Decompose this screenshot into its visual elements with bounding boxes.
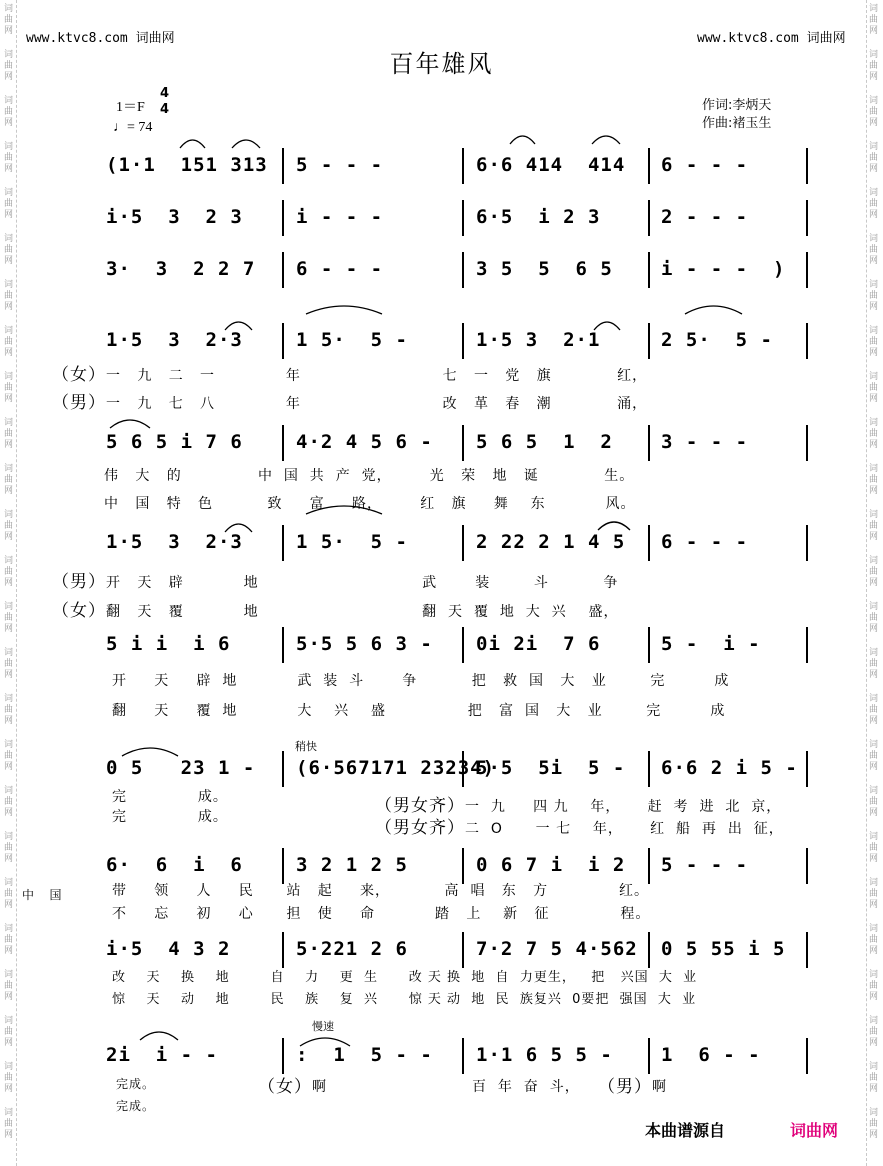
measure-notes: (6·567171 23234)	[296, 757, 496, 779]
lyric-row: 带 领 人 民 站 起 来， 高 唱 东 方 红。	[112, 883, 650, 899]
time-signature-bottom: 4	[160, 102, 170, 117]
role-female: （女）	[258, 1077, 312, 1097]
lyric-text: 一 九 四 九 年， 赶 考 进 北 京，	[465, 799, 782, 815]
watermark-glyph: 词曲网	[869, 418, 879, 450]
side-note: 中 国	[22, 888, 63, 902]
watermark-glyph: 词曲网	[4, 96, 14, 128]
measure-notes: 5 - i -	[661, 633, 761, 655]
lyric-row: 中 国 特 色 致 富 路， 红 旗 舞 东 风。	[104, 496, 636, 512]
slur-arc	[140, 1032, 178, 1040]
lyric-row: 改 天 换 地 自 力 更 生 改 天 换 地 自 力更生， 把 兴国 大 业	[112, 970, 698, 985]
lyric-row: 不 忘 初 心 担 使 命 踏 上 新 征 程。	[112, 906, 651, 922]
measure-notes: 2i i - -	[106, 1044, 218, 1066]
watermark-glyph: 词曲网	[4, 418, 14, 450]
measure-notes: 1·1 6 5 5 -	[476, 1044, 613, 1066]
measure-notes: 5 i i i 6	[106, 633, 231, 655]
site-url-right: www.ktvc8.com 词曲网	[697, 31, 846, 46]
measure-notes: 6·6 2 i 5 -	[661, 757, 798, 779]
lyricist-credit: 作词:李炳天	[702, 98, 772, 113]
role-female: （女）	[52, 365, 106, 385]
watermark-glyph: 词曲网	[869, 96, 879, 128]
watermark-glyph: 词曲网	[4, 464, 14, 496]
measure-notes: 0 5 23 1 -	[106, 757, 256, 779]
watermark-glyph: 词曲网	[4, 1108, 14, 1140]
slur-arc	[306, 506, 382, 514]
measure-notes: 3 - - -	[661, 431, 749, 453]
slur-arc	[180, 140, 205, 148]
watermark-glyph: 词曲网	[4, 602, 14, 634]
measure-notes: 5 - - -	[296, 154, 384, 176]
measure-notes: 2 - - -	[661, 206, 749, 228]
watermark-glyph: 词曲网	[869, 1062, 879, 1094]
composer-credit: 作曲:褚玉生	[702, 116, 772, 131]
watermark-glyph: 词曲网	[869, 1108, 879, 1140]
watermark-glyph: 词曲网	[4, 4, 14, 36]
watermark-glyph: 词曲网	[869, 372, 879, 404]
watermark-glyph: 词曲网	[869, 694, 879, 726]
role-female: （女）	[52, 601, 106, 621]
slur-arc	[110, 420, 150, 428]
watermark-glyph: 词曲网	[869, 326, 879, 358]
slur-arc	[594, 322, 620, 330]
song-title: 百年雄风	[389, 50, 494, 78]
measure-notes: 1·5 3 2·3	[106, 531, 243, 553]
lyric-row: 翻 天 覆 地 大 兴 盛 把 富 国 大 业 完 成	[112, 703, 726, 719]
measure-notes: 1 5· 5 -	[296, 329, 408, 351]
watermark-glyph: 词曲网	[869, 1016, 879, 1048]
measure-notes: 3· 3 2 2 7	[106, 258, 256, 280]
measure-notes: 1 6 - -	[661, 1044, 761, 1066]
watermark-glyph: 词曲网	[4, 970, 14, 1002]
watermark-glyph: 词曲网	[869, 832, 879, 864]
measure-notes: 5·5 5 6 3 -	[296, 633, 433, 655]
measure-notes: i - - - )	[661, 258, 786, 280]
tempo-marking: ♩= 74	[113, 120, 153, 135]
measure-notes: 0i 2i 7 6	[476, 633, 601, 655]
measure-notes: 5 6 5 1 2	[476, 431, 613, 453]
role-all: （男女齐）	[375, 818, 465, 838]
watermark-glyph: 词曲网	[4, 1062, 14, 1094]
watermark-glyph: 词曲网	[4, 648, 14, 680]
lyric-row: 百 年 奋 斗，	[472, 1079, 580, 1095]
measure-notes: 1 5· 5 -	[296, 531, 408, 553]
measure-notes: 2 22 2 1 4 5	[476, 531, 626, 553]
watermark-glyph: 词曲网	[869, 970, 879, 1002]
measure-notes: 1·5 3 2·1	[476, 329, 601, 351]
lyric-text: 啊	[652, 1079, 667, 1095]
time-signature-top: 4	[160, 86, 170, 101]
watermark-glyph: 词曲网	[4, 694, 14, 726]
measure-notes: 5·221 2 6	[296, 938, 408, 960]
watermark-glyph: 词曲网	[869, 50, 879, 82]
role-male: （男）	[52, 572, 106, 592]
lyric-row: 完成。	[116, 1077, 156, 1091]
measure-notes: 6 - - -	[296, 258, 384, 280]
watermark-glyph: 词曲网	[869, 924, 879, 956]
watermark-glyph: 词曲网	[4, 924, 14, 956]
lyric-row: 伟 大 的 中 国 共 产 党， 光 荣 地 诞 生。	[104, 468, 635, 484]
watermark-glyph: 词曲网	[4, 786, 14, 818]
slur-arc	[306, 306, 382, 314]
measure-notes: 4·2 4 5 6 -	[296, 431, 433, 453]
watermark-glyph: 词曲网	[869, 4, 879, 36]
measure-notes: 3 5 5 6 5	[476, 258, 613, 280]
lyric-row: 完 成。	[112, 809, 228, 825]
footer-site: 词曲网	[790, 1121, 839, 1140]
watermark-glyph: 词曲网	[869, 234, 879, 266]
watermark-glyph: 词曲网	[869, 510, 879, 542]
measure-notes: 6 - - -	[661, 531, 749, 553]
measure-notes: 5 6 5 i 7 6	[106, 431, 243, 453]
slur-arc	[122, 748, 178, 756]
watermark-glyph: 词曲网	[4, 832, 14, 864]
lyric-text: 二 O 一 七 年， 红 船 再 出 征，	[465, 821, 784, 837]
measure-notes: 6 - - -	[661, 154, 749, 176]
watermark-glyph: 词曲网	[4, 50, 14, 82]
measure-notes: i·5 3 2 3	[106, 206, 243, 228]
measure-notes: 2 5· 5 -	[661, 329, 773, 351]
watermark-glyph: 词曲网	[869, 648, 879, 680]
measure-notes: 0 6 7 i i 2	[476, 854, 626, 876]
measure-notes: i - - -	[296, 206, 384, 228]
slur-arc	[685, 306, 742, 314]
watermark-glyph: 词曲网	[869, 786, 879, 818]
lyric-row: 完成。	[116, 1099, 156, 1113]
measure-notes: i·5 4 3 2	[106, 938, 231, 960]
slur-arc	[598, 522, 630, 530]
watermark-glyph: 词曲网	[869, 740, 879, 772]
measure-notes: 6·5 i 2 3	[476, 206, 601, 228]
watermark-glyph: 词曲网	[869, 464, 879, 496]
role-male: （男）	[598, 1077, 652, 1097]
watermark-glyph: 词曲网	[869, 188, 879, 220]
lyric-text: 翻 天 覆 地 翻 天 覆 地 大 兴 盛，	[106, 604, 619, 620]
slur-arc	[510, 136, 535, 144]
watermark-glyph: 词曲网	[4, 878, 14, 910]
lyric-text: 啊	[312, 1079, 327, 1095]
watermark-glyph: 词曲网	[869, 878, 879, 910]
watermark-glyph: 词曲网	[869, 280, 879, 312]
measure-notes: : 1 5 - -	[296, 1044, 433, 1066]
watermark-glyph: 词曲网	[4, 1016, 14, 1048]
measure-notes: 5·5 5i 5 -	[476, 757, 626, 779]
role-all: （男女齐）	[375, 796, 465, 816]
measure-notes: 0 5 55 i 5	[661, 938, 786, 960]
watermark-glyph: 词曲网	[4, 372, 14, 404]
site-url-left: www.ktvc8.com 词曲网	[26, 31, 175, 46]
slur-arc	[225, 322, 252, 330]
watermark-glyph: 词曲网	[869, 142, 879, 174]
lyric-text: 一 九 七 八 年 改 革 春 潮 涌，	[106, 396, 648, 412]
tempo-faster-mark: 稍快	[295, 740, 317, 753]
tempo-slow-mark: 慢速	[312, 1020, 334, 1033]
key-signature: 1＝F	[116, 100, 145, 115]
watermark-glyph: 词曲网	[4, 740, 14, 772]
lyric-text: 开 天 辟 地 武 装 斗 争	[106, 575, 619, 591]
measure-notes: 7·2 7 5 4·562	[476, 938, 638, 960]
slur-arc	[300, 1038, 350, 1046]
lyric-row: 惊 天 动 地 民 族 复 兴 惊 天 动 地 民 族复兴 0要把 强国 大 业	[112, 992, 697, 1007]
watermark-glyph: 词曲网	[4, 326, 14, 358]
watermark-glyph: 词曲网	[4, 142, 14, 174]
watermark-glyph: 词曲网	[4, 556, 14, 588]
measure-notes: 1·5 3 2·3	[106, 329, 243, 351]
measure-notes: 6·6 414 414	[476, 154, 626, 176]
role-male: （男）	[52, 393, 106, 413]
lyric-row: 完 成。	[112, 789, 228, 805]
watermark-glyph: 词曲网	[4, 510, 14, 542]
measure-notes: 6· 6 i 6	[106, 854, 243, 876]
watermark-glyph: 词曲网	[869, 602, 879, 634]
slur-arc	[592, 136, 620, 144]
slur-arc	[225, 524, 252, 532]
measure-notes: 3 2 1 2 5	[296, 854, 408, 876]
lyric-text: 一 九 二 一 年 七 一 党 旗 红，	[106, 368, 648, 384]
watermark-glyph: 词曲网	[4, 234, 14, 266]
watermark-glyph: 词曲网	[869, 556, 879, 588]
watermark-glyph: 词曲网	[4, 280, 14, 312]
footer-source: 本曲谱源自	[645, 1121, 726, 1140]
measure-notes: 5 - - -	[661, 854, 749, 876]
watermark-glyph: 词曲网	[4, 188, 14, 220]
lyric-row: 开 天 辟 地 武 装 斗 争 把 救 国 大 业 完 成	[112, 673, 730, 689]
slur-arc	[232, 140, 260, 148]
measure-notes: (1·1 151 313	[106, 154, 268, 176]
